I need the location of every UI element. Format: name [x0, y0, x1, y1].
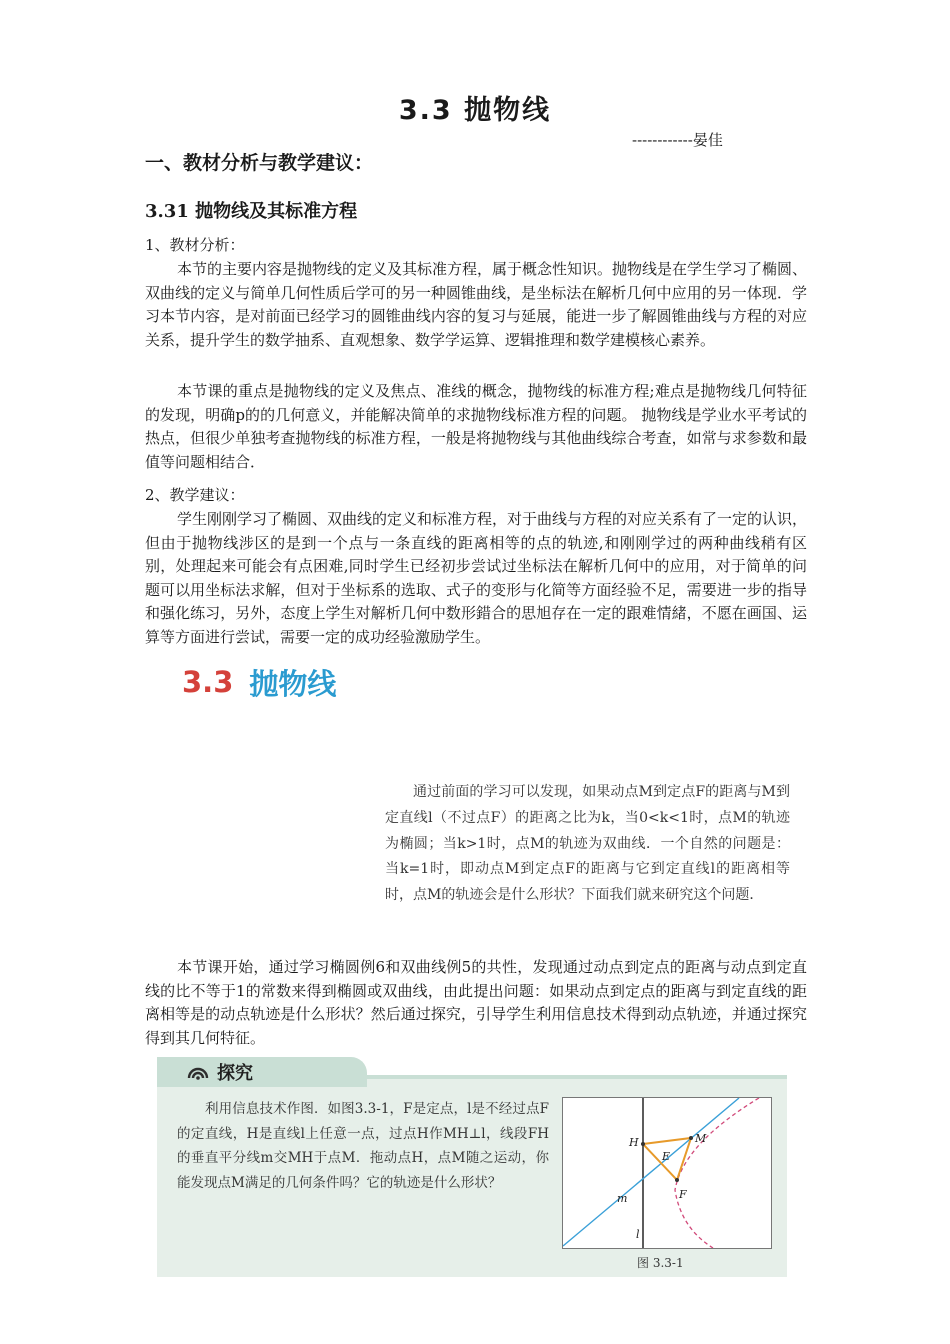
author-line: ------------晏佳 [632, 131, 723, 149]
label-h: H [629, 1136, 639, 1149]
paragraph-lesson-intro: 本节课开始，通过学习椭圆例6和双曲线例5的共性，发现通过动点到定点的距离与动点到定直线的比不等于1的常数来得到椭圆或双曲线，由此提出问题：如果动点到定点的距离与到定直线的距离相等是的动点轨迹是什么形状？然后通过探究，引导学生利用信息技术得到动点轨迹，并通过探究得到其几何特征。 [145, 958, 807, 1047]
textbook-header-image [182, 662, 336, 702]
label-e: E [662, 1150, 671, 1163]
paragraph-analysis-1: 本节的主要内容是抛物线的定义及其标准方程，属于概念性知识。抛物线是在学生学习了椭圆、双曲线的定义与简单几何性质后学可的另一种圆锥曲线，是坐标法在解析几何中应用的另一体现．学习本节内容，是对前面已经学习的圆锥曲线内容的复习与延展，能进一步了解圆锥曲线与方程的对应关系，提升学生的数学抽系、直观想象、数学学运算、逻辑推理和数学建模核心素养。 [145, 260, 808, 349]
figure-3-3-1 [562, 1097, 772, 1249]
subheading-suggestion: 2、教学建议： [145, 486, 245, 504]
explore-icon [187, 1063, 209, 1081]
parabola-curve [675, 1098, 759, 1248]
section-heading-2: 3.31 抛物线及其标准方程 [145, 201, 358, 222]
point-m [689, 1136, 693, 1140]
document-title: 3.3 抛物线 [398, 95, 552, 126]
explore-text: 利用信息技术作图．如图3.3-1，F是定点，l是不经过点F的定直线，H是直线l上任意一点，过点H作MH⊥l，线段FH的垂直平分线m交MH于点M．拖动点H，点M随之运动，你能发现点M满足的几何条件吗？它的轨迹是什么形状？ [177, 1101, 549, 1191]
label-f: F [679, 1188, 687, 1201]
bisector-line [563, 1098, 739, 1246]
paragraph-suggestion: 学生刚刚学习了椭圆、双曲线的定义和标准方程，对于曲线与方程的对应关系有了一定的认识，但由于抛物线涉区的是到一个点与一条直线的距离相等的点的轨迹,和刚刚学过的两种曲线稍有区别，处理起来可能会有点困难,同时学生已经初步尝试过坐标法在解析几何中的应用，对于简单的问题可以用坐标法求解，但对于坐标系的选取、式子的变形与化简等方面经验不足，需要进一步的指导和强化练习，另外，态度上学生对解析几何中数形錯合的思旭存在一定的跟难情緒，不愿在画国、运算等方面进行尝试，需要一定的成功经验激励学生。 [145, 510, 808, 646]
explore-tab [157, 1057, 367, 1087]
point-f [675, 1178, 679, 1182]
textbook-header-text: 抛物线 [249, 666, 337, 701]
section-heading-1: 一、教材分析与教学建议： [145, 152, 374, 174]
label-l: l [636, 1228, 640, 1241]
point-h [641, 1142, 645, 1146]
paragraph-analysis-2: 本节课的重点是抛物线的定义及焦点、准线的概念，抛物线的标准方程;难点是抛物线几何特征的发现，明确p的的几何意义，并能解决简单的求抛物线标准方程的问题。 抛物线是学业水平考试的热点，但很少单独考查抛物线的标准方程，一般是将抛物线与其他曲线综合考查，如常与求参数和最值等问题相结合． [145, 382, 807, 471]
subheading-analysis: 1、教材分析： [145, 236, 245, 254]
explore-label: 探究 [217, 1063, 253, 1084]
label-m: M [695, 1132, 707, 1145]
textbook-intro-text: 通过前面的学习可以发现，如果动点M到定点F的距离与M到定直线l（不过点F）的距离之比为k，当0<k<1时，点M的轨迹为椭圆；当k>1时，点M的轨迹为双曲线．一个自然的问题是：当k=1时，即动点M到定点F的距离与它到定直线l的距离相等时，点M的轨迹会是什么形状？下面我们就来研究这个问题． [385, 784, 790, 904]
explore-panel [157, 1057, 787, 1277]
textbook-header-number: 3.3 [182, 665, 234, 699]
label-m-line: m [617, 1192, 628, 1205]
figure-caption: 图 3.3-1 [637, 1256, 684, 1270]
